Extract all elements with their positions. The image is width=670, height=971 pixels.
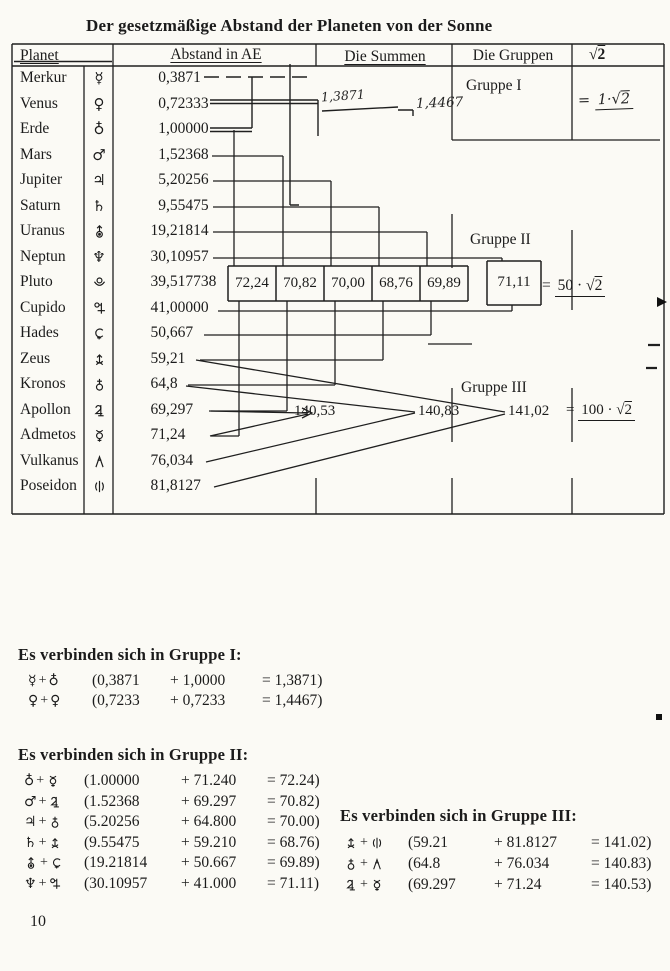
sum-box-value: 68,76 xyxy=(379,275,413,291)
planet-distance xyxy=(122,171,209,189)
planet-pair xyxy=(18,814,84,830)
distance-integer-part: 9 xyxy=(158,197,166,214)
formula-middle: + 71.24 xyxy=(494,875,542,893)
table-row xyxy=(12,120,442,140)
distance-integer-part: 39 xyxy=(150,273,166,290)
planet-symbol xyxy=(84,425,114,445)
planet-distance xyxy=(122,197,209,215)
group3-label: Gruppe III xyxy=(461,379,527,396)
merkur-icon: ☿ xyxy=(94,68,104,87)
planet-distance xyxy=(122,452,193,470)
poseidon-icon xyxy=(370,836,384,850)
saturn-icon: ♄ xyxy=(92,196,106,215)
plus-sign: + xyxy=(36,773,45,789)
planet-pair xyxy=(340,856,408,872)
formula-middle: + 64.800 xyxy=(181,813,237,831)
vulkanus-icon xyxy=(92,454,107,469)
formula-row xyxy=(18,691,322,711)
formula-middle: + 69.297 xyxy=(181,792,237,810)
handwritten-sum-1: 1,3871 xyxy=(320,86,366,105)
merkur-icon: ☿ xyxy=(28,673,37,689)
formula-left: (0,3871 xyxy=(92,672,140,689)
formula-result: = 140.83) xyxy=(591,854,652,872)
planet-distance xyxy=(122,248,209,266)
formula-middle: + 0,7233 xyxy=(170,692,226,709)
distance-integer-part: 81 xyxy=(150,477,166,494)
planet-name: Kronos xyxy=(20,375,66,392)
planet-distance xyxy=(122,273,216,291)
distance-integer-part: 19 xyxy=(150,222,166,239)
distance-fraction-part: ,8 xyxy=(166,375,178,392)
planet-symbol xyxy=(84,451,114,471)
group3-sum: 141,02 xyxy=(508,403,550,419)
uranus-icon xyxy=(24,856,38,870)
group3-sum: 140,83 xyxy=(418,403,460,419)
distance-fraction-part: ,517738 xyxy=(166,273,217,290)
distance-fraction-part: ,034 xyxy=(166,452,194,469)
venus-icon: ♀ xyxy=(50,693,61,709)
admetos-icon xyxy=(370,878,384,892)
planet-name: Mars xyxy=(20,146,52,163)
distance-fraction-part: ,72333 xyxy=(166,95,209,112)
formula-middle: + 71.240 xyxy=(181,772,237,790)
distance-integer-part: 69 xyxy=(150,401,166,418)
table-row xyxy=(12,146,442,166)
formula-result: = 68.76) xyxy=(267,833,320,851)
formula-result: = 70.00) xyxy=(267,813,320,831)
planet-distance xyxy=(122,324,193,342)
table-row xyxy=(12,426,442,446)
formula-middle: + 1,0000 xyxy=(170,672,226,689)
vulkanus-icon xyxy=(370,857,384,871)
neptun-icon: ♆ xyxy=(24,875,37,892)
kronos-icon xyxy=(92,377,107,392)
page-number: 10 xyxy=(30,913,46,930)
formula-row xyxy=(340,874,651,895)
formula-rows xyxy=(18,771,320,894)
formula-row xyxy=(18,853,320,874)
distance-integer-part: 30 xyxy=(150,248,166,265)
kronos-icon xyxy=(344,857,358,871)
group3-sum: 140,53 xyxy=(294,403,336,419)
group1-label: Gruppe I xyxy=(466,77,522,94)
header-gruppen: Die Gruppen xyxy=(472,47,554,64)
formula-middle: + 41.000 xyxy=(181,874,237,892)
group2-label: Gruppe II xyxy=(470,231,531,248)
planet-name: Apollon xyxy=(20,401,71,418)
planet-symbol xyxy=(84,400,114,420)
formula-result: = 70.82) xyxy=(267,792,320,810)
table-row xyxy=(12,477,442,497)
erde-icon: ♁ xyxy=(48,673,59,689)
margin-dot-mark xyxy=(656,714,662,720)
hades-icon xyxy=(92,326,107,341)
plus-sign: + xyxy=(38,814,47,830)
plus-sign: + xyxy=(360,855,368,871)
sqrt-note-group2: = 50 · √2 xyxy=(542,277,605,297)
planet-distance xyxy=(122,299,209,317)
distance-integer-part: 5 xyxy=(158,171,166,188)
group2-formula-block xyxy=(18,745,320,894)
distance-integer-part: 50 xyxy=(150,324,166,341)
planet-name: Hades xyxy=(20,324,59,341)
formula-middle: + 81.8127 xyxy=(494,833,557,851)
group3-formula-block xyxy=(340,806,651,895)
formula-row xyxy=(18,833,320,854)
sum-box-value: 72,24 xyxy=(235,275,269,291)
distance-integer-part: 1 xyxy=(158,120,166,137)
distance-fraction-part: ,21 xyxy=(166,350,186,367)
planet-symbol xyxy=(84,476,114,496)
planet-name: Merkur xyxy=(20,69,67,86)
planet-symbol xyxy=(84,272,114,292)
apollon-icon xyxy=(48,795,62,809)
formula-row xyxy=(18,771,320,792)
planet-symbol xyxy=(84,170,114,190)
distance-fraction-part: ,55475 xyxy=(166,197,209,214)
uranus-icon xyxy=(92,224,107,239)
planet-symbol xyxy=(84,374,114,394)
planet-distance xyxy=(122,95,209,113)
planet-distance xyxy=(122,401,193,419)
venus-icon: ♀ xyxy=(28,693,39,709)
planet-symbol xyxy=(84,145,114,165)
plus-sign: + xyxy=(38,673,47,688)
header-sqrt2: √2 xyxy=(589,46,606,63)
poseidon-icon xyxy=(92,479,107,494)
formula-left: (9.55475 xyxy=(84,833,140,851)
formula-row xyxy=(340,832,651,853)
planet-symbol xyxy=(84,221,114,241)
handwritten-sum-2: 1,4467 xyxy=(415,94,464,112)
sum-box-value: 70,82 xyxy=(283,275,317,291)
table-row xyxy=(12,324,442,344)
table-row xyxy=(12,248,442,268)
header-summen: Die Summen xyxy=(344,48,426,65)
planet-name: Venus xyxy=(20,95,58,112)
planet-name: Zeus xyxy=(20,350,51,367)
admetos-icon xyxy=(92,428,107,443)
header-planet: Planet xyxy=(20,47,59,64)
table-row xyxy=(12,197,442,217)
hades-icon xyxy=(50,856,64,870)
planet-pair xyxy=(18,835,84,851)
distance-integer-part: 71 xyxy=(150,426,166,443)
table-row xyxy=(12,299,442,319)
distance-fraction-part: ,21814 xyxy=(166,222,209,239)
planet-pair xyxy=(18,794,84,810)
venus-icon: ♀ xyxy=(93,94,105,113)
distance-fraction-part: ,667 xyxy=(166,324,194,341)
formula-result: = 141.02) xyxy=(591,833,652,851)
group-heading: Es verbinden sich in Gruppe III: xyxy=(340,806,577,825)
formula-row xyxy=(18,812,320,833)
planet-symbol xyxy=(84,247,114,267)
plus-sign: + xyxy=(38,875,47,891)
formula-left: (30.10957 xyxy=(84,874,148,892)
group1-formula-block xyxy=(18,645,322,711)
formula-left: (0,7233 xyxy=(92,692,140,709)
header-abstand: Abstand in AE xyxy=(170,46,262,63)
planet-pair xyxy=(340,877,408,893)
planet-name: Uranus xyxy=(20,222,65,239)
plus-sign: + xyxy=(38,793,47,809)
planet-pair xyxy=(18,693,92,709)
margin-wedge-mark xyxy=(657,297,667,307)
formula-row xyxy=(18,874,320,895)
formula-result: = 140.53) xyxy=(591,875,652,893)
distance-fraction-part: ,8127 xyxy=(166,477,201,494)
planet-symbol xyxy=(84,298,114,318)
formula-middle: + 50.667 xyxy=(181,854,237,872)
apollon-icon xyxy=(344,878,358,892)
formula-rows xyxy=(18,671,322,711)
cupido-icon xyxy=(92,301,107,316)
planet-symbol xyxy=(84,349,114,369)
planet-name: Poseidon xyxy=(20,477,77,494)
planet-pair xyxy=(340,835,408,851)
distance-fraction-part: ,00000 xyxy=(166,299,209,316)
table-row xyxy=(12,69,442,89)
group-heading: Es verbinden sich in Gruppe I: xyxy=(18,645,242,664)
formula-middle: + 76.034 xyxy=(494,854,550,872)
formula-left: (5.20256 xyxy=(84,813,140,831)
sum-box-value: 69,89 xyxy=(427,275,461,291)
planet-name: Erde xyxy=(20,120,50,137)
distance-fraction-part: ,10957 xyxy=(166,248,209,265)
planet-symbol xyxy=(84,119,114,139)
distance-integer-part: 0 xyxy=(158,95,166,112)
plus-sign: + xyxy=(40,855,48,871)
saturn-icon: ♄ xyxy=(24,834,37,851)
formula-left: (1.00000 xyxy=(84,772,140,790)
planet-pair xyxy=(18,876,84,892)
planet-pair xyxy=(18,773,84,789)
planet-distance xyxy=(122,120,209,138)
formula-middle: + 59.210 xyxy=(181,833,237,851)
table-row xyxy=(12,350,442,370)
planet-name: Saturn xyxy=(20,197,61,214)
planet-distance xyxy=(122,426,185,444)
planet-name: Admetos xyxy=(20,426,76,443)
table-row xyxy=(12,171,442,191)
formula-result: = 1,4467) xyxy=(262,692,323,709)
pluto-icon xyxy=(92,275,107,290)
plus-sign: + xyxy=(40,693,49,708)
table-row xyxy=(12,95,442,115)
formula-rows xyxy=(340,832,651,895)
planet-symbol xyxy=(84,94,114,114)
sum-box-value: 70,00 xyxy=(331,275,365,291)
jupiter-icon: ♃ xyxy=(92,170,106,189)
formula-left: (64.8 xyxy=(408,854,441,872)
distance-fraction-part: ,297 xyxy=(166,401,194,418)
formula-left: (59.21 xyxy=(408,833,449,851)
table-row xyxy=(12,452,442,472)
formula-result: = 69.89) xyxy=(267,854,320,872)
table-row xyxy=(12,401,442,421)
sum-box-value: 71,11 xyxy=(497,274,531,290)
planet-distance xyxy=(122,375,178,393)
plus-sign: + xyxy=(360,834,368,850)
distance-fraction-part: ,52368 xyxy=(166,146,209,163)
planet-name: Pluto xyxy=(20,273,53,290)
neptun-icon: ♆ xyxy=(92,247,106,266)
zeus-icon xyxy=(92,352,107,367)
distance-integer-part: 41 xyxy=(150,299,166,316)
planet-symbol xyxy=(84,68,114,88)
distance-integer-part: 59 xyxy=(150,350,166,367)
table-row xyxy=(12,375,442,395)
apollon-icon xyxy=(92,403,107,418)
planet-name: Vulkanus xyxy=(20,452,79,469)
planet-name: Cupido xyxy=(20,299,66,316)
distance-fraction-part: ,3871 xyxy=(166,69,201,86)
cupido-icon xyxy=(48,877,62,891)
formula-result: = 1,3871) xyxy=(262,672,323,689)
distance-integer-part: 64 xyxy=(150,375,166,392)
formula-row xyxy=(18,792,320,813)
planet-name: Neptun xyxy=(20,248,66,265)
planet-distance xyxy=(122,350,185,368)
admetos-icon xyxy=(46,774,60,788)
formula-left: (19.21814 xyxy=(84,854,148,872)
erde-icon: ♁ xyxy=(24,773,35,790)
distance-fraction-part: ,24 xyxy=(166,426,186,443)
distance-integer-part: 1 xyxy=(158,146,166,163)
distance-integer-part: 76 xyxy=(150,452,166,469)
plus-sign: + xyxy=(360,876,368,892)
distance-fraction-part: ,20256 xyxy=(166,171,209,188)
formula-left: (69.297 xyxy=(408,875,456,893)
sqrt-note-group3: = 100 · √2 xyxy=(566,402,635,421)
group-heading: Es verbinden sich in Gruppe II: xyxy=(18,745,249,764)
page-title: Der gesetzmäßige Abstand der Planeten von der Sonne xyxy=(86,16,493,35)
planet-distance xyxy=(122,146,209,164)
kronos-icon xyxy=(48,815,62,829)
plus-sign: + xyxy=(38,834,47,850)
formula-result: = 72.24) xyxy=(267,772,320,790)
table-row xyxy=(12,222,442,242)
sqrt-note-group1: = 1·√2 xyxy=(578,91,634,111)
zeus-icon xyxy=(344,836,358,850)
distance-integer-part: 0 xyxy=(158,69,166,86)
jupiter-icon: ♃ xyxy=(24,814,37,831)
planet-pair xyxy=(18,673,92,689)
planet-distance xyxy=(122,222,209,240)
planet-symbol xyxy=(84,323,114,343)
planet-distance xyxy=(122,477,201,495)
planet-symbol xyxy=(84,196,114,216)
planet-distance xyxy=(122,69,201,87)
formula-left: (1.52368 xyxy=(84,792,140,810)
planet-pair xyxy=(18,855,84,871)
margin-dash-marks xyxy=(646,345,660,368)
erde-icon: ♁ xyxy=(93,119,105,138)
distance-fraction-part: ,00000 xyxy=(166,120,209,137)
zeus-icon xyxy=(48,836,62,850)
mars-icon: ♂ xyxy=(92,145,106,164)
formula-result: = 71.11) xyxy=(267,874,320,892)
planet-name: Jupiter xyxy=(20,171,63,188)
formula-row xyxy=(340,853,651,874)
mars-icon: ♂ xyxy=(24,793,37,810)
formula-row xyxy=(18,671,322,691)
